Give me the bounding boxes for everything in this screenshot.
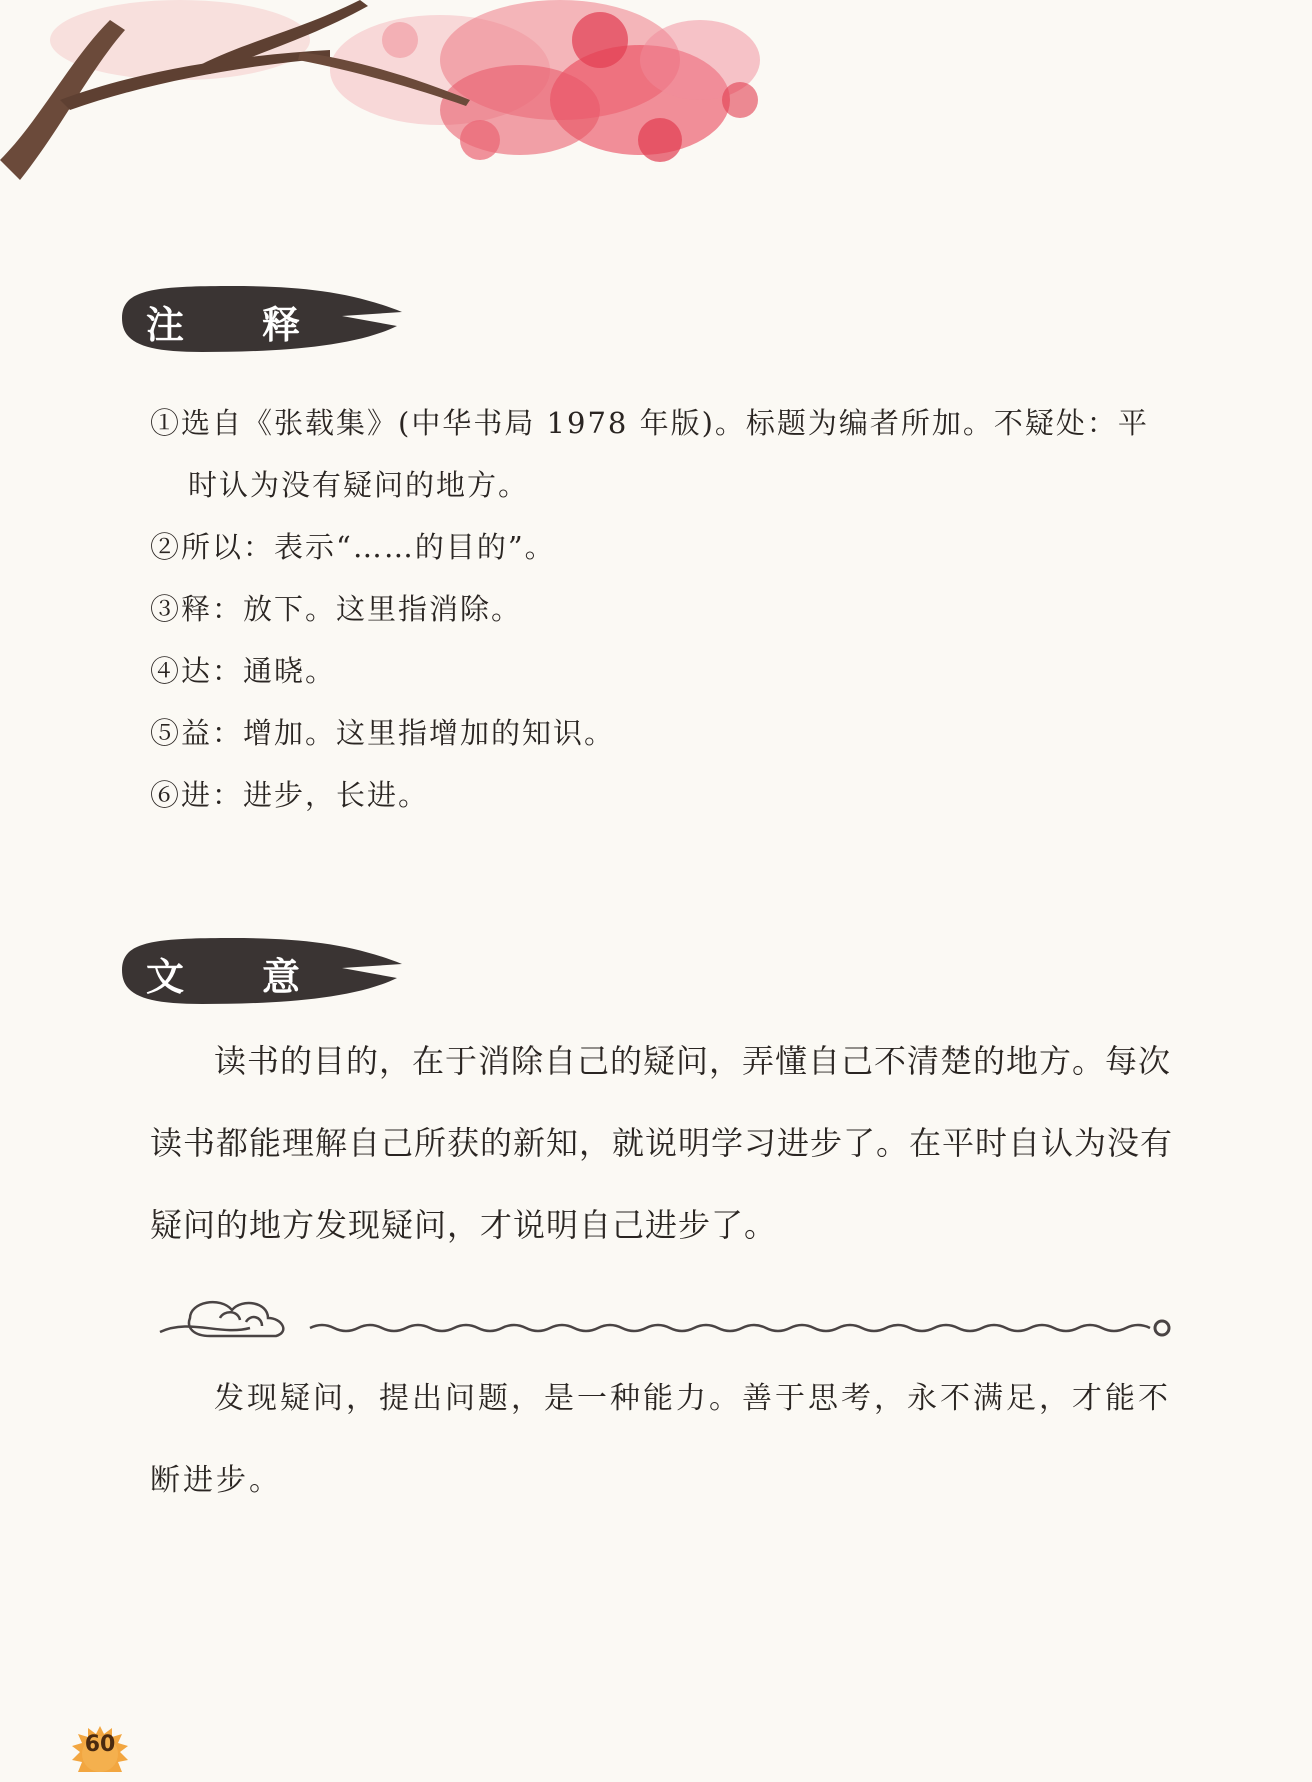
note-item [150, 578, 1210, 640]
note-marker: ⑥ [150, 778, 182, 812]
section-title-char: 文 [146, 954, 185, 999]
note-marker: ② [150, 530, 182, 564]
meaning-text: 读书的目的，在于消除自己的疑问，弄懂自己不清楚的地方。每次读书都能理解自己所获的新知，就说明学习进步了。在平时自认为没有疑问的地方发现疑问，才说明自己进步了。 [150, 1042, 1174, 1244]
reflection-paragraph [150, 1358, 1200, 1522]
note-item [150, 764, 1210, 826]
note-text: 释：放下。这里指消除。 [181, 592, 523, 626]
page-number-badge [68, 1722, 132, 1772]
cloud-divider [150, 1288, 1180, 1348]
section-header-meaning [112, 934, 402, 1006]
section-title-char: 释 [262, 302, 301, 347]
note-text: 达：通晓。 [181, 654, 337, 688]
note-item [150, 640, 1210, 702]
note-text: 益：增加。这里指增加的知识。 [181, 716, 616, 750]
reflection-text: 发现疑问，提出问题，是一种能力。善于思考，永不满足，才能不断进步。 [150, 1381, 1171, 1498]
note-text: 选自《张载集》(中华书局 1978 年版)。标题为编者所加。不疑处：平 [181, 406, 1149, 440]
note-marker: ③ [150, 592, 182, 626]
section-header-notes [112, 282, 402, 354]
section-title-char: 注 [146, 302, 185, 347]
wavy-line [310, 1325, 1150, 1331]
note-item [150, 392, 1210, 516]
note-text: 进：进步，长进。 [181, 778, 430, 812]
note-marker: ① [150, 406, 182, 440]
note-text-continued: 时认为没有疑问的地方。 [188, 468, 530, 502]
note-marker: ⑤ [150, 716, 182, 750]
section-title-char: 意 [262, 954, 301, 999]
notes-list [150, 392, 1210, 826]
page-number: 60 [84, 1732, 116, 1757]
note-item [150, 702, 1210, 764]
cloud-icon [160, 1326, 250, 1332]
note-marker: ④ [150, 654, 182, 688]
plum-blossom-illustration [0, 0, 800, 210]
note-item [150, 516, 1210, 578]
line-end-circle [1155, 1321, 1169, 1335]
meaning-paragraph [150, 1020, 1200, 1266]
note-text: 所以：表示“……的目的”。 [181, 530, 556, 564]
